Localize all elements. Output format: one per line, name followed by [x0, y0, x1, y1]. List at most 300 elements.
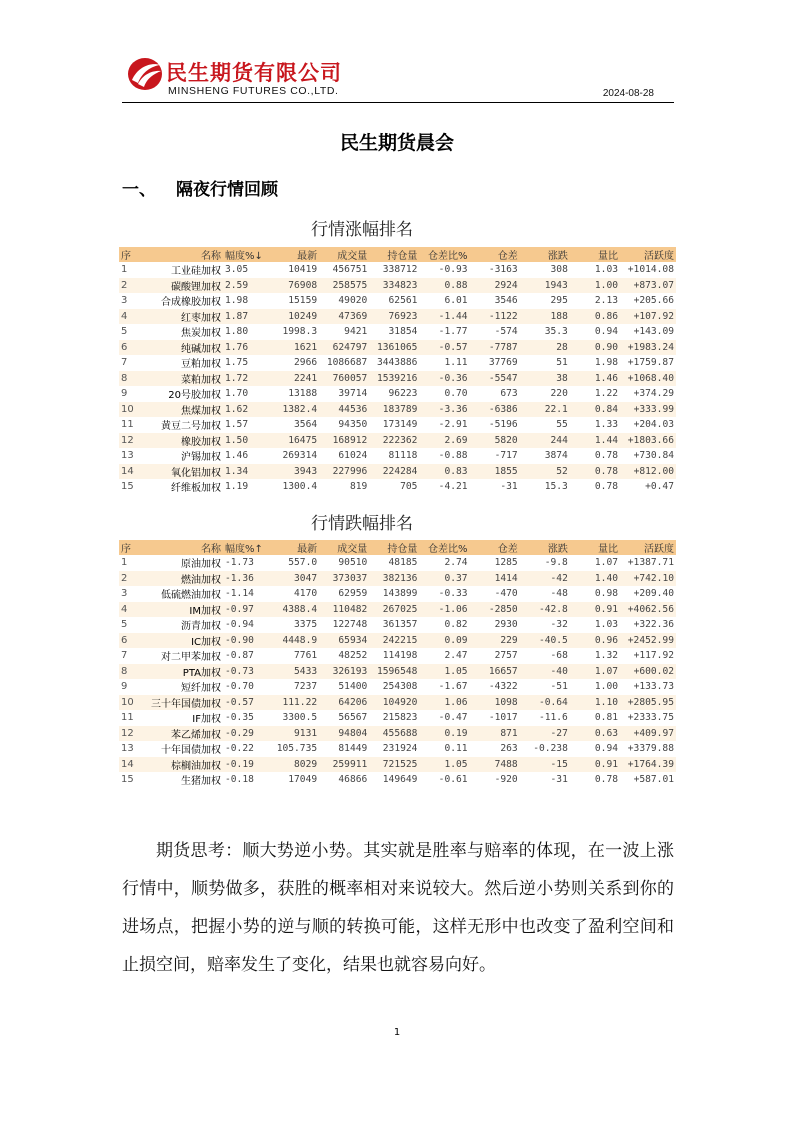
cell-open-interest: 81118 [369, 448, 419, 464]
cell-seq: 10 [119, 695, 145, 711]
cell-change-pct: -0.94 [223, 617, 269, 633]
company-name-cn: 民生期货有限公司 [166, 61, 342, 85]
cell-latest-price: 2966 [269, 355, 319, 371]
cell-seq: 15 [119, 479, 145, 495]
cell-activity: +322.36 [620, 617, 676, 633]
cell-seq: 8 [119, 664, 145, 680]
table-row[interactable] [119, 386, 676, 402]
table-row[interactable] [119, 371, 676, 387]
cell-change-pct: -1.73 [223, 555, 269, 571]
cell-latest-price: 8029 [269, 757, 319, 773]
cell-open-interest: 231924 [369, 741, 419, 757]
cell-price-change: -40 [520, 664, 570, 680]
cell-open-interest: 222362 [369, 433, 419, 449]
cell-oi-change: -6386 [470, 402, 520, 418]
table-row[interactable] [119, 664, 676, 680]
table-row[interactable] [119, 617, 676, 633]
table-row[interactable] [119, 741, 676, 757]
cell-change-pct: 1.62 [223, 402, 269, 418]
cell-volume-ratio: 0.81 [570, 710, 620, 726]
cell-change-pct: 3.05 [223, 262, 269, 278]
gainers-caption: 行情涨幅排名 [311, 220, 413, 240]
cell-name: 合成橡胶加权 [145, 293, 223, 309]
column-header-activity[interactable]: 活跃度 [620, 540, 676, 555]
cell-open-interest: 173149 [369, 417, 419, 433]
cell-open-interest: 96223 [369, 386, 419, 402]
table-row[interactable] [119, 479, 676, 495]
cell-activity: +600.02 [620, 664, 676, 680]
cell-seq: 13 [119, 741, 145, 757]
cell-price-change: -9.8 [520, 555, 570, 571]
cell-name: 沥青加权 [145, 617, 223, 633]
cell-volume: 259911 [319, 757, 369, 773]
cell-oi-change: 16657 [470, 664, 520, 680]
cell-volume: 44536 [319, 402, 369, 418]
cell-volume: 61024 [319, 448, 369, 464]
cell-oi-change: 673 [470, 386, 520, 402]
column-header-volume[interactable]: 成交量 [319, 247, 369, 262]
cell-open-interest: 1361065 [369, 340, 419, 356]
cell-change-pct: -0.87 [223, 648, 269, 664]
cell-price-change: 220 [520, 386, 570, 402]
cell-latest-price: 15159 [269, 293, 319, 309]
page-header [122, 52, 674, 103]
cell-volume-ratio: 1.00 [570, 679, 620, 695]
losers-header-row [119, 540, 676, 555]
cell-open-interest: 76923 [369, 309, 419, 325]
cell-open-interest: 31854 [369, 324, 419, 340]
cell-volume: 258575 [319, 278, 369, 294]
cell-price-change: 55 [520, 417, 570, 433]
cell-volume: 227996 [319, 464, 369, 480]
table-row[interactable] [119, 324, 676, 340]
cell-activity: +742.10 [620, 571, 676, 587]
cell-change-pct: 1.34 [223, 464, 269, 480]
cell-volume-ratio: 1.98 [570, 355, 620, 371]
cell-name: IC加权 [145, 633, 223, 649]
cell-price-change: -31 [520, 772, 570, 788]
cell-change-pct: -0.90 [223, 633, 269, 649]
cell-volume: 62959 [319, 586, 369, 602]
cell-change-pct: -0.29 [223, 726, 269, 742]
cell-name: 原油加权 [145, 555, 223, 571]
cell-oi-change-pct: 0.11 [419, 741, 469, 757]
cell-latest-price: 4388.4 [269, 602, 319, 618]
cell-volume-ratio: 2.13 [570, 293, 620, 309]
cell-price-change: -42.8 [520, 602, 570, 618]
cell-activity: +730.84 [620, 448, 676, 464]
cell-price-change: -68 [520, 648, 570, 664]
table-row[interactable] [119, 278, 676, 294]
cell-open-interest: 143899 [369, 586, 419, 602]
cell-latest-price: 9131 [269, 726, 319, 742]
cell-oi-change-pct: 1.05 [419, 757, 469, 773]
cell-latest-price: 105.735 [269, 741, 319, 757]
cell-oi-change-pct: 0.82 [419, 617, 469, 633]
table-row[interactable] [119, 726, 676, 742]
cell-activity: +1759.87 [620, 355, 676, 371]
cell-seq: 3 [119, 586, 145, 602]
cell-open-interest: 1539216 [369, 371, 419, 387]
cell-latest-price: 3564 [269, 417, 319, 433]
section-title: 隔夜行情回顾 [176, 180, 278, 200]
cell-change-pct: -0.73 [223, 664, 269, 680]
cell-name: 苯乙烯加权 [145, 726, 223, 742]
column-header-open-interest[interactable]: 持仓量 [369, 247, 419, 262]
cell-latest-price: 7237 [269, 679, 319, 695]
cell-activity: +133.73 [620, 679, 676, 695]
cell-latest-price: 7761 [269, 648, 319, 664]
cell-activity: +1387.71 [620, 555, 676, 571]
cell-oi-change: -5547 [470, 371, 520, 387]
cell-oi-change-pct: 6.01 [419, 293, 469, 309]
cell-price-change: 35.3 [520, 324, 570, 340]
cell-seq: 7 [119, 355, 145, 371]
column-header-oi-change-pct[interactable]: 仓差比% [419, 540, 469, 555]
cell-volume: 51400 [319, 679, 369, 695]
cell-price-change: 1943 [520, 278, 570, 294]
cell-latest-price: 557.0 [269, 555, 319, 571]
table-row[interactable] [119, 772, 676, 788]
cell-volume: 81449 [319, 741, 369, 757]
cell-volume: 65934 [319, 633, 369, 649]
cell-volume: 90510 [319, 555, 369, 571]
cell-open-interest: 242215 [369, 633, 419, 649]
column-header-oi-change-pct[interactable]: 仓差比% [419, 247, 469, 262]
cell-seq: 1 [119, 555, 145, 571]
table-row[interactable] [119, 464, 676, 480]
cell-price-change: 22.1 [520, 402, 570, 418]
cell-volume-ratio: 0.98 [570, 586, 620, 602]
table-row[interactable] [119, 293, 676, 309]
cell-change-pct: 1.72 [223, 371, 269, 387]
table-row[interactable] [119, 571, 676, 587]
cell-volume-ratio: 0.84 [570, 402, 620, 418]
cell-oi-change: -2850 [470, 602, 520, 618]
cell-volume-ratio: 0.90 [570, 340, 620, 356]
cell-open-interest: 455688 [369, 726, 419, 742]
cell-open-interest: 334823 [369, 278, 419, 294]
cell-volume: 122748 [319, 617, 369, 633]
cell-volume-ratio: 1.00 [570, 278, 620, 294]
cell-oi-change: -920 [470, 772, 520, 788]
cell-change-pct: -1.14 [223, 586, 269, 602]
column-header-change-pct[interactable]: 幅度%↓ [223, 247, 269, 262]
cell-oi-change-pct: -1.06 [419, 602, 469, 618]
table-row[interactable] [119, 633, 676, 649]
cell-oi-change: 1855 [470, 464, 520, 480]
cell-name: 短纤加权 [145, 679, 223, 695]
column-header-price-change[interactable]: 涨跌 [520, 540, 570, 555]
cell-volume-ratio: 1.22 [570, 386, 620, 402]
cell-activity: +117.92 [620, 648, 676, 664]
cell-seq: 2 [119, 278, 145, 294]
cell-open-interest: 705 [369, 479, 419, 495]
cell-open-interest: 114198 [369, 648, 419, 664]
column-header-latest-price[interactable]: 最新 [269, 540, 319, 555]
table-row[interactable] [119, 433, 676, 449]
cell-name: 十年国债加权 [145, 741, 223, 757]
cell-open-interest: 338712 [369, 262, 419, 278]
cell-price-change: 308 [520, 262, 570, 278]
column-header-latest-price[interactable]: 最新 [269, 247, 319, 262]
table-row[interactable] [119, 417, 676, 433]
cell-volume-ratio: 0.78 [570, 448, 620, 464]
column-header-oi-change[interactable]: 仓差 [470, 247, 520, 262]
cell-seq: 2 [119, 571, 145, 587]
cell-open-interest: 254308 [369, 679, 419, 695]
cell-name: 工业硅加权 [145, 262, 223, 278]
cell-oi-change: 7488 [470, 757, 520, 773]
cell-oi-change: -7787 [470, 340, 520, 356]
column-header-name[interactable]: 名称 [145, 540, 223, 555]
column-header-change-pct[interactable]: 幅度%↑ [223, 540, 269, 555]
column-header-name[interactable]: 名称 [145, 247, 223, 262]
cell-change-pct: 1.57 [223, 417, 269, 433]
cell-change-pct: 1.46 [223, 448, 269, 464]
cell-price-change: 15.3 [520, 479, 570, 495]
cell-volume: 168912 [319, 433, 369, 449]
gainers-header-row [119, 247, 676, 262]
cell-latest-price: 4170 [269, 586, 319, 602]
table-row[interactable] [119, 262, 676, 278]
cell-oi-change-pct: -0.57 [419, 340, 469, 356]
cell-open-interest: 183789 [369, 402, 419, 418]
cell-oi-change-pct: 2.74 [419, 555, 469, 571]
cell-activity: +1014.08 [620, 262, 676, 278]
cell-oi-change-pct: 0.19 [419, 726, 469, 742]
cell-oi-change: -1122 [470, 309, 520, 325]
section-number: 一、 [122, 180, 156, 200]
cell-latest-price: 2241 [269, 371, 319, 387]
cell-volume: 624797 [319, 340, 369, 356]
cell-latest-price: 1382.4 [269, 402, 319, 418]
column-header-activity[interactable]: 活跃度 [620, 247, 676, 262]
cell-seq: 4 [119, 602, 145, 618]
table-row[interactable] [119, 355, 676, 371]
cell-volume: 94804 [319, 726, 369, 742]
cell-oi-change: 37769 [470, 355, 520, 371]
cell-volume-ratio: 1.03 [570, 262, 620, 278]
cell-oi-change: 1098 [470, 695, 520, 711]
cell-seq: 13 [119, 448, 145, 464]
cell-activity: +2452.99 [620, 633, 676, 649]
cell-name: 纤维板加权 [145, 479, 223, 495]
cell-price-change: 244 [520, 433, 570, 449]
cell-seq: 1 [119, 262, 145, 278]
cell-oi-change: -3163 [470, 262, 520, 278]
cell-volume-ratio: 1.40 [570, 571, 620, 587]
cell-volume-ratio: 0.63 [570, 726, 620, 742]
cell-oi-change-pct: -1.77 [419, 324, 469, 340]
table-row[interactable] [119, 710, 676, 726]
table-row[interactable] [119, 602, 676, 618]
cell-change-pct: -0.18 [223, 772, 269, 788]
cell-price-change: 3874 [520, 448, 570, 464]
cell-activity: +333.99 [620, 402, 676, 418]
cell-oi-change: 5820 [470, 433, 520, 449]
cell-oi-change-pct: -0.88 [419, 448, 469, 464]
cell-volume: 49020 [319, 293, 369, 309]
cell-latest-price: 269314 [269, 448, 319, 464]
cell-latest-price: 76908 [269, 278, 319, 294]
cell-oi-change-pct: -3.36 [419, 402, 469, 418]
cell-oi-change: 263 [470, 741, 520, 757]
cell-seq: 14 [119, 757, 145, 773]
document-title: 民生期货晨会 [339, 132, 454, 154]
cell-latest-price: 1998.3 [269, 324, 319, 340]
table-row[interactable] [119, 340, 676, 356]
table-row[interactable] [119, 309, 676, 325]
cell-latest-price: 13188 [269, 386, 319, 402]
table-row[interactable] [119, 586, 676, 602]
cell-change-pct: 1.50 [223, 433, 269, 449]
cell-volume-ratio: 1.07 [570, 555, 620, 571]
cell-name: 20号胶加权 [145, 386, 223, 402]
cell-volume: 9421 [319, 324, 369, 340]
cell-price-change: -48 [520, 586, 570, 602]
cell-open-interest: 361357 [369, 617, 419, 633]
cell-seq: 11 [119, 417, 145, 433]
cell-price-change: 38 [520, 371, 570, 387]
cell-volume: 39714 [319, 386, 369, 402]
cell-activity: +409.97 [620, 726, 676, 742]
cell-seq: 4 [119, 309, 145, 325]
cell-change-pct: 1.76 [223, 340, 269, 356]
cell-activity: +1068.40 [620, 371, 676, 387]
cell-change-pct: 1.87 [223, 309, 269, 325]
cell-activity: +812.00 [620, 464, 676, 480]
cell-oi-change-pct: -4.21 [419, 479, 469, 495]
column-header-volume-ratio[interactable]: 量比 [570, 540, 620, 555]
cell-oi-change: 2930 [470, 617, 520, 633]
cell-seq: 12 [119, 433, 145, 449]
cell-change-pct: -0.97 [223, 602, 269, 618]
table-row[interactable] [119, 402, 676, 418]
cell-change-pct: -0.22 [223, 741, 269, 757]
cell-open-interest: 382136 [369, 571, 419, 587]
table-row[interactable] [119, 695, 676, 711]
cell-oi-change: -5196 [470, 417, 520, 433]
cell-seq: 12 [119, 726, 145, 742]
table-row[interactable] [119, 648, 676, 664]
cell-volume-ratio: 1.46 [570, 371, 620, 387]
cell-activity: +1764.39 [620, 757, 676, 773]
cell-open-interest: 149649 [369, 772, 419, 788]
cell-volume-ratio: 0.86 [570, 309, 620, 325]
cell-oi-change: 871 [470, 726, 520, 742]
cell-price-change: -11.6 [520, 710, 570, 726]
cell-seq: 3 [119, 293, 145, 309]
cell-change-pct: 1.19 [223, 479, 269, 495]
cell-open-interest: 721525 [369, 757, 419, 773]
cell-name: IM加权 [145, 602, 223, 618]
cell-volume-ratio: 0.78 [570, 479, 620, 495]
cell-seq: 9 [119, 679, 145, 695]
cell-activity: +0.47 [620, 479, 676, 495]
cell-volume-ratio: 1.07 [570, 664, 620, 680]
cell-volume: 326193 [319, 664, 369, 680]
losers-table [119, 540, 676, 788]
cell-oi-change-pct: 0.70 [419, 386, 469, 402]
cell-name: PTA加权 [145, 664, 223, 680]
cell-change-pct: -0.70 [223, 679, 269, 695]
cell-activity: +1803.66 [620, 433, 676, 449]
cell-volume-ratio: 1.03 [570, 617, 620, 633]
cell-volume-ratio: 0.94 [570, 741, 620, 757]
cell-volume: 94350 [319, 417, 369, 433]
cell-seq: 7 [119, 648, 145, 664]
column-header-price-change[interactable]: 涨跌 [520, 247, 570, 262]
cell-latest-price: 16475 [269, 433, 319, 449]
cell-seq: 5 [119, 324, 145, 340]
cell-oi-change-pct: 0.37 [419, 571, 469, 587]
cell-price-change: -15 [520, 757, 570, 773]
column-header-open-interest[interactable]: 持仓量 [369, 540, 419, 555]
cell-price-change: -0.238 [520, 741, 570, 757]
cell-name: 纯碱加权 [145, 340, 223, 356]
column-header-oi-change[interactable]: 仓差 [470, 540, 520, 555]
cell-latest-price: 10419 [269, 262, 319, 278]
cell-oi-change: 229 [470, 633, 520, 649]
cell-activity: +587.01 [620, 772, 676, 788]
cell-volume-ratio: 1.32 [570, 648, 620, 664]
cell-open-interest: 267025 [369, 602, 419, 618]
cell-volume: 110482 [319, 602, 369, 618]
cell-oi-change-pct: -1.44 [419, 309, 469, 325]
cell-name: 生猪加权 [145, 772, 223, 788]
table-row[interactable] [119, 679, 676, 695]
cell-oi-change-pct: -0.36 [419, 371, 469, 387]
cell-change-pct: -1.36 [223, 571, 269, 587]
cell-change-pct: 1.98 [223, 293, 269, 309]
cell-open-interest: 215823 [369, 710, 419, 726]
cell-open-interest: 104920 [369, 695, 419, 711]
cell-latest-price: 1621 [269, 340, 319, 356]
cell-oi-change-pct: 0.09 [419, 633, 469, 649]
cell-activity: +2805.95 [620, 695, 676, 711]
cell-oi-change-pct: 1.06 [419, 695, 469, 711]
table-row[interactable] [119, 757, 676, 773]
cell-activity: +2333.75 [620, 710, 676, 726]
cell-name: 沪锡加权 [145, 448, 223, 464]
column-header-seq[interactable]: 序 [119, 247, 145, 262]
column-header-volume-ratio[interactable]: 量比 [570, 247, 620, 262]
cell-price-change: 51 [520, 355, 570, 371]
cell-oi-change: -470 [470, 586, 520, 602]
cell-price-change: -32 [520, 617, 570, 633]
cell-oi-change-pct: 2.69 [419, 433, 469, 449]
cell-activity: +4062.56 [620, 602, 676, 618]
table-row[interactable] [119, 555, 676, 571]
cell-activity: +209.40 [620, 586, 676, 602]
cell-name: 焦炭加权 [145, 324, 223, 340]
table-row[interactable] [119, 448, 676, 464]
cell-oi-change: -717 [470, 448, 520, 464]
cell-volume-ratio: 0.78 [570, 772, 620, 788]
cell-latest-price: 4448.9 [269, 633, 319, 649]
cell-name: 棕榈油加权 [145, 757, 223, 773]
cell-seq: 10 [119, 402, 145, 418]
cell-seq: 14 [119, 464, 145, 480]
cell-oi-change-pct: -2.91 [419, 417, 469, 433]
column-header-volume[interactable]: 成交量 [319, 540, 369, 555]
losers-caption: 行情跌幅排名 [311, 514, 413, 534]
column-header-seq[interactable]: 序 [119, 540, 145, 555]
minsheng-logo-icon [126, 56, 164, 92]
cell-price-change: -51 [520, 679, 570, 695]
cell-price-change: 28 [520, 340, 570, 356]
